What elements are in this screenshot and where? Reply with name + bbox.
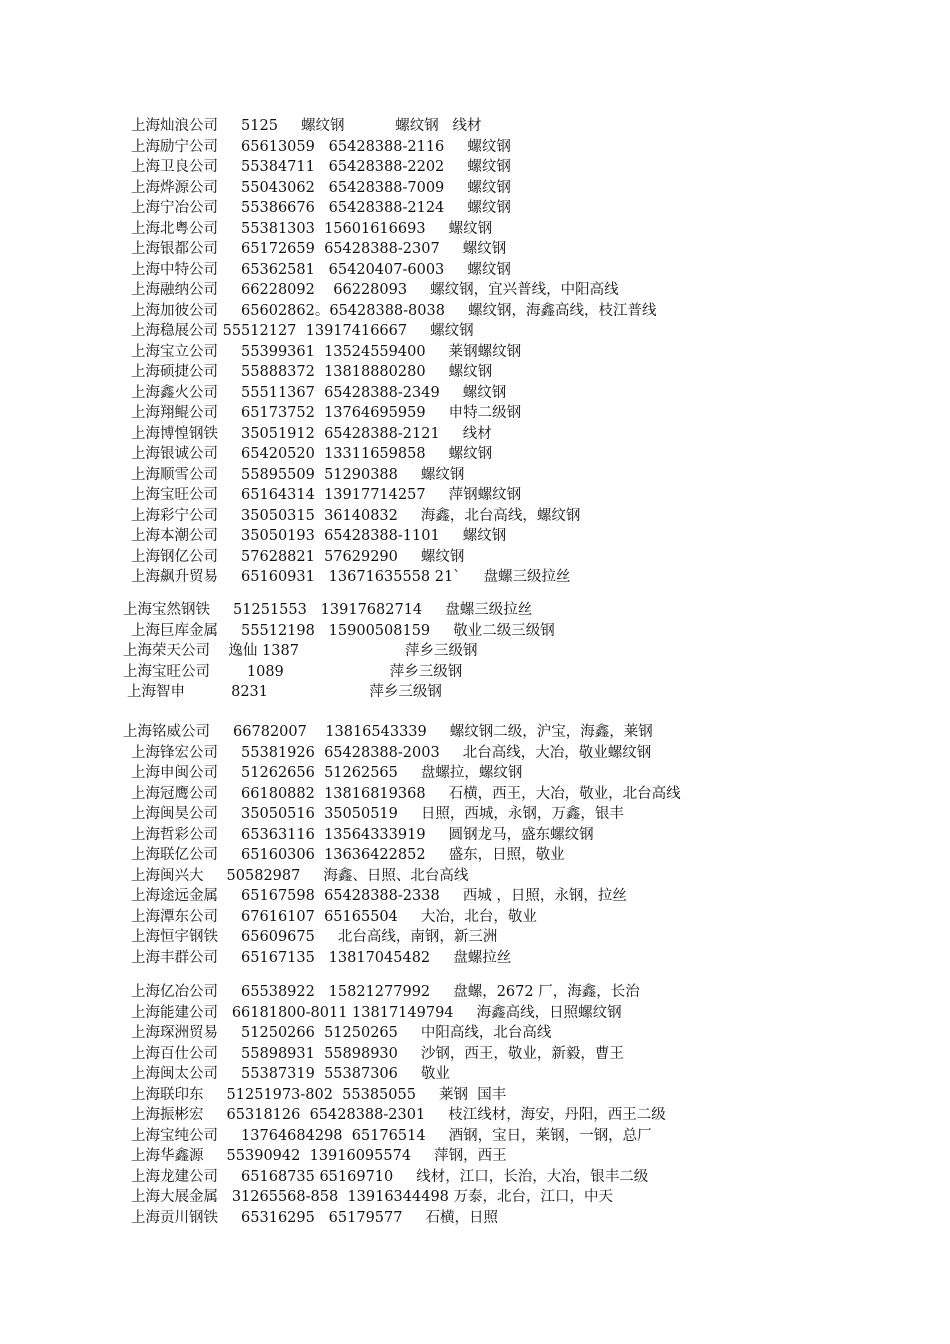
company-entry-line: 上海锋宏公司 55381926 65428388-2003 北台高线，大冶，敬业螺纹钢 — [131, 744, 652, 761]
company-entry-line: 上海中特公司 65362581 65420407-6003 螺纹钢 — [131, 261, 511, 278]
company-entry-line: 上海灿浪公司 5125 螺纹钢 螺纹钢 线材 — [131, 118, 482, 134]
company-entry-line: 上海能建公司 66181800-8011 13817149794 海鑫高线，日照螺纹钢 — [131, 1004, 622, 1021]
company-entry-line: 上海银诚公司 65420520 13311659858 螺纹钢 — [131, 446, 493, 462]
company-entry-line: 上海加彼公司 65602862。65428388-8038 螺纹钢，海鑫高线，枝江普线 — [131, 302, 657, 319]
company-entry-line: 上海博惶钢铁 35051912 65428388-2121 线材 — [131, 425, 492, 442]
company-entry-line: 上海翔鲲公司 65173752 13764695959 申特二级钢 — [131, 405, 522, 421]
company-entry-line: 上海励宁公司 65613059 65428388-2116 螺纹钢 — [131, 138, 511, 155]
company-entry-line: 上海稳展公司 55512127 13917416667 螺纹钢 — [131, 323, 474, 339]
company-list-group-1 — [0, 116, 900, 588]
company-entry-line: 上海哲彩公司 65363116 13564333919 圆钢龙马，盛东螺纹钢 — [131, 826, 594, 843]
company-entry-line: 上海联亿公司 65160306 13636422852 盛东，日照，敬业 — [131, 847, 565, 863]
company-entry-line: 上海冠鹰公司 66180882 13816819368 石横，西王，大冶，敬业，北台高线 — [131, 785, 681, 802]
company-entry-line: 上海恒宇钢铁 65609675 北台高线，南钢，新三洲 — [131, 929, 498, 945]
company-entry-line: 上海烨源公司 55043062 65428388-7009 螺纹钢 — [131, 179, 511, 196]
company-entry-line: 上海华鑫源 55390942 13916095574 萍钢，西王 — [131, 1148, 507, 1164]
company-entry-line: 上海宁冶公司 55386676 65428388-2124 螺纹钢 — [131, 200, 511, 216]
company-entry-line: 上海宝旺公司 1089 萍乡三级钢 — [123, 663, 463, 680]
company-entry-line: 上海宝纯公司 13764684298 65176514 酒钢，宝日，莱钢，一钢，总厂 — [131, 1127, 652, 1144]
company-entry-line: 上海融纳公司 66228092 66228093 螺纹钢，宜兴普线，中阳高线 — [131, 282, 619, 298]
company-entry-line: 上海彩宁公司 35050315 36140832 海鑫，北台高线，螺纹钢 — [131, 507, 581, 524]
company-entry-line: 上海鑫火公司 55511367 65428388-2349 螺纹钢 — [131, 384, 507, 401]
company-entry-line: 上海飙升贸易 65160931 13671635558 21` 盘螺三级拉丝 — [131, 569, 571, 585]
company-list-group-3 — [0, 722, 900, 968]
company-entry-line: 上海联印东 51251973-802 55385055 莱钢 国丰 — [131, 1086, 507, 1103]
company-entry-line: 上海丰群公司 65167135 13817045482 盘螺拉丝 — [131, 949, 512, 966]
company-entry-line: 上海硕捷公司 55888372 13818880280 螺纹钢 — [131, 364, 493, 380]
company-entry-line: 上海卫良公司 55384711 65428388-2202 螺纹钢 — [131, 159, 511, 175]
company-entry-line: 上海铭威公司 66782007 13816543339 螺纹钢二级，沪宝，海鑫，莱钢 — [123, 724, 653, 740]
company-entry-line: 上海贡川钢铁 65316295 65179577 石横，日照 — [131, 1209, 499, 1226]
company-entry-line: 上海闽兴大 50582987 海鑫、日照、北台高线 — [131, 867, 469, 884]
company-entry-line: 上海荣天公司 逸仙 1387 萍乡三级钢 — [123, 643, 478, 659]
company-list-group-4 — [0, 982, 900, 1228]
company-entry-line: 上海智申 8231 萍乡三级钢 — [127, 684, 442, 700]
company-entry-line: 上海本潮公司 35050193 65428388-1101 螺纹钢 — [131, 528, 507, 544]
company-entry-line: 上海申闽公司 51262656 51262565 盘螺拉，螺纹钢 — [131, 765, 523, 781]
company-list-group-2 — [0, 600, 900, 703]
company-entry-line: 上海北粤公司 55381303 15601616693 螺纹钢 — [131, 220, 493, 237]
company-entry-line: 上海途远金属 65167598 65428388-2338 西城 ，日照，永钢，拉丝 — [131, 888, 627, 904]
company-entry-line: 上海银都公司 65172659 65428388-2307 螺纹钢 — [131, 241, 507, 257]
company-entry-line: 上海大展金属 31265568-858 13916344498 万泰，北台，江口，中天 — [131, 1189, 614, 1205]
company-entry-line: 上海百仕公司 55898931 55898930 沙钢，西王，敬业，新毅，曹王 — [131, 1045, 624, 1062]
company-entry-line: 上海闽太公司 55387319 55387306 敬业 — [131, 1066, 450, 1082]
company-entry-line: 上海宝然钢铁 51251553 13917682714 盘螺三级拉丝 — [123, 602, 533, 618]
company-entry-line: 上海潭东公司 67616107 65165504 大冶，北台，敬业 — [131, 908, 537, 925]
company-entry-line: 上海琛洲贸易 51250266 51250265 中阳高线，北台高线 — [131, 1025, 552, 1041]
company-entry-line: 上海亿冶公司 65538922 15821277992 盘螺，2672 厂，海鑫，长治 — [131, 984, 640, 1000]
company-entry-line: 上海宝旺公司 65164314 13917714257 萍钢螺纹钢 — [131, 487, 522, 503]
company-entry-line: 上海钢亿公司 57628821 57629290 螺纹钢 — [131, 548, 465, 565]
company-entry-line: 上海闽昊公司 35050516 35050519 日照，西城，永钢，万鑫，银丰 — [131, 806, 624, 822]
company-entry-line: 上海龙建公司 65168735 65169710 线材，江口，长治，大冶，银丰二级 — [131, 1168, 649, 1185]
company-entry-line: 上海宝立公司 55399361 13524559400 莱钢螺纹钢 — [131, 343, 522, 360]
company-entry-line: 上海振彬宏 65318126 65428388-2301 枝江线材，海安，丹阳，西王二级 — [131, 1107, 666, 1123]
company-entry-line: 上海巨库金属 55512198 15900508159 敬业二级三级钢 — [131, 622, 555, 639]
company-entry-line: 上海顺雪公司 55895509 51290388 螺纹钢 — [131, 466, 465, 483]
